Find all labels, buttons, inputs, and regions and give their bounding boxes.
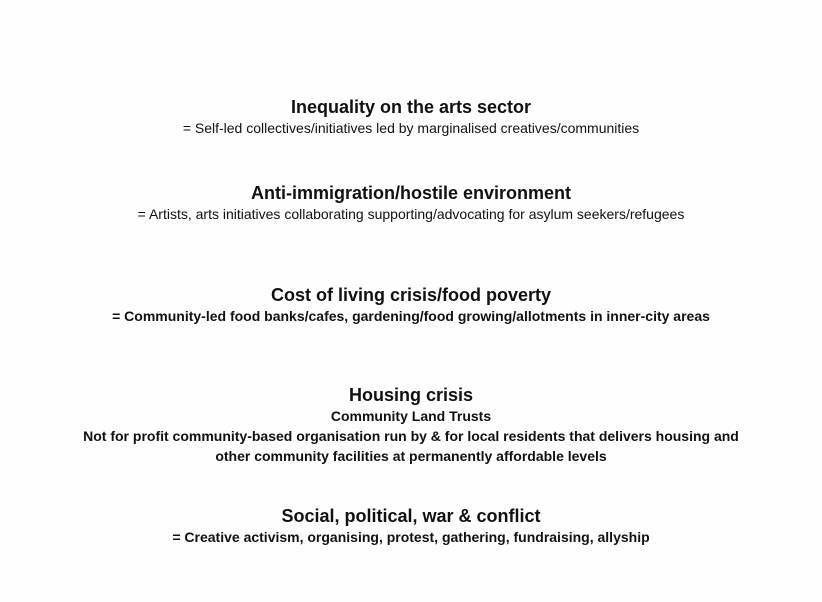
section-social-political — [60, 505, 762, 547]
section-description: = Artists, arts initiatives collaborating supporting/advocating for asylum seekers/refugees — [137, 206, 685, 222]
section-cost-of-living — [60, 284, 762, 326]
section-heading: Housing crisis — [348, 385, 474, 405]
section-heading: Inequality on the arts sector — [290, 97, 532, 117]
section-description: = Community-led food banks/cafes, gardening/food growing/allotments in inner-city areas — [112, 308, 710, 324]
section-heading: Anti-immigration/hostile environment — [250, 183, 572, 203]
section-heading: Social, political, war & conflict — [281, 506, 541, 526]
section-description: = Self-led collectives/initiatives led by marginalised creatives/communities — [182, 120, 640, 136]
section-heading: Cost of living crisis/food poverty — [270, 285, 552, 305]
section-subheading: Community Land Trusts — [330, 408, 492, 424]
section-description: = Creative activism, organising, protest, gathering, fundraising, allyship — [172, 529, 650, 545]
section-anti-immigration — [60, 182, 762, 224]
section-arts-inequality — [60, 96, 762, 138]
section-housing-crisis — [60, 384, 762, 466]
section-description: Not for profit community-based organisation run by & for local residents that delivers housing and other community facilities at permanently affordable levels — [83, 428, 739, 464]
